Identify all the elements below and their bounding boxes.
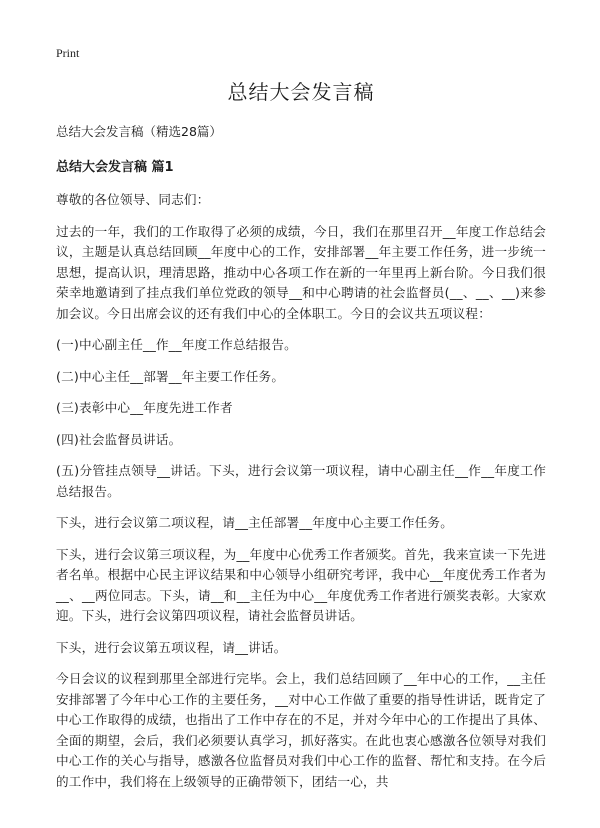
paragraph-agenda-3: (三)表彰中心__年度先进工作者 xyxy=(56,400,233,415)
paragraph-agenda-1: (一)中心副主任__作__年度工作总结报告。 xyxy=(56,337,297,352)
paragraph-closing: 今日会议的议程到那里全部进行完毕。会上，我们总结回顾了__年中心的工作，__主任安排部署了今年中心工作的主要任务，__对中心工作做了重要的指导性讲话，既肯定了中心工作取得的成绩，也指出了工作中存在的不足，并对今年中心的工作提出了具体、全面的期望，会后，我们必须要认真学习，抓好落实。在此也衷心感激各位领导对我们中心工作的关心与指导，感激各位监督员对我们中心工作的监督、帮忙和支持。在今后的工作中，我们将在上级领导的正确带领下，团结一心，共 xyxy=(56,671,546,789)
paragraph-item-3: 下头，进行会议第三项议程，为__年度中心优秀工作者颁奖。首先，我来宣读一下先进者名单。根据中心民主评议结果和中心领导小组研究考评，我中心__年度优秀工作者为__、__两位同志。下头，请__和__主任为中心__年度优秀工作者进行颁奖表彰。大家欢迎。下头，进行会议第四项议程，请社会监督员讲话。 xyxy=(56,546,546,623)
document-subtitle: 总结大会发言稿（精选28篇） xyxy=(56,124,222,139)
paragraph-agenda-5: (五)分管挂点领导__讲话。下头，进行会议第一项议程，请中心副主任__作__年度工作总结报告。 xyxy=(56,463,546,499)
paragraph-agenda-4: (四)社会监督员讲话。 xyxy=(56,431,182,447)
paragraph-intro: 过去的一年，我们的工作取得了必须的成绩，今日，我们在那里召开__年度工作总结会议，主题是认真总结回顾__年度中心的工作，安排部署__年主要工作任务，进一步统一思想，提高认识，理清思路，推动中心各项工作在新的一年里再上新台阶。今日我们很荣幸地邀请到了挂点我们单位党政的领导__和中心聘请的社会监督员(__、__、__)来参加会议。今日出席会议的还有我们中心的全体职工。今日的会议共五项议程： xyxy=(56,223,546,321)
page-title: 总结大会发言稿 xyxy=(227,80,375,104)
paragraph-item-5: 下头，进行会议第五项议程，请__讲话。 xyxy=(56,639,287,655)
paragraph-salutation: 尊敬的各位领导、同志们： xyxy=(56,192,210,207)
paragraph-item-2: 下头，进行会议第二项议程，请__主任部署__年度中心主要工作任务。 xyxy=(56,515,454,530)
document-page xyxy=(56,76,546,803)
paragraph-agenda-2: (二)中心主任__部署__年主要工作任务。 xyxy=(56,368,285,384)
print-link[interactable]: Print xyxy=(56,46,80,60)
section-heading: 总结大会发言稿 篇1 xyxy=(56,160,174,175)
